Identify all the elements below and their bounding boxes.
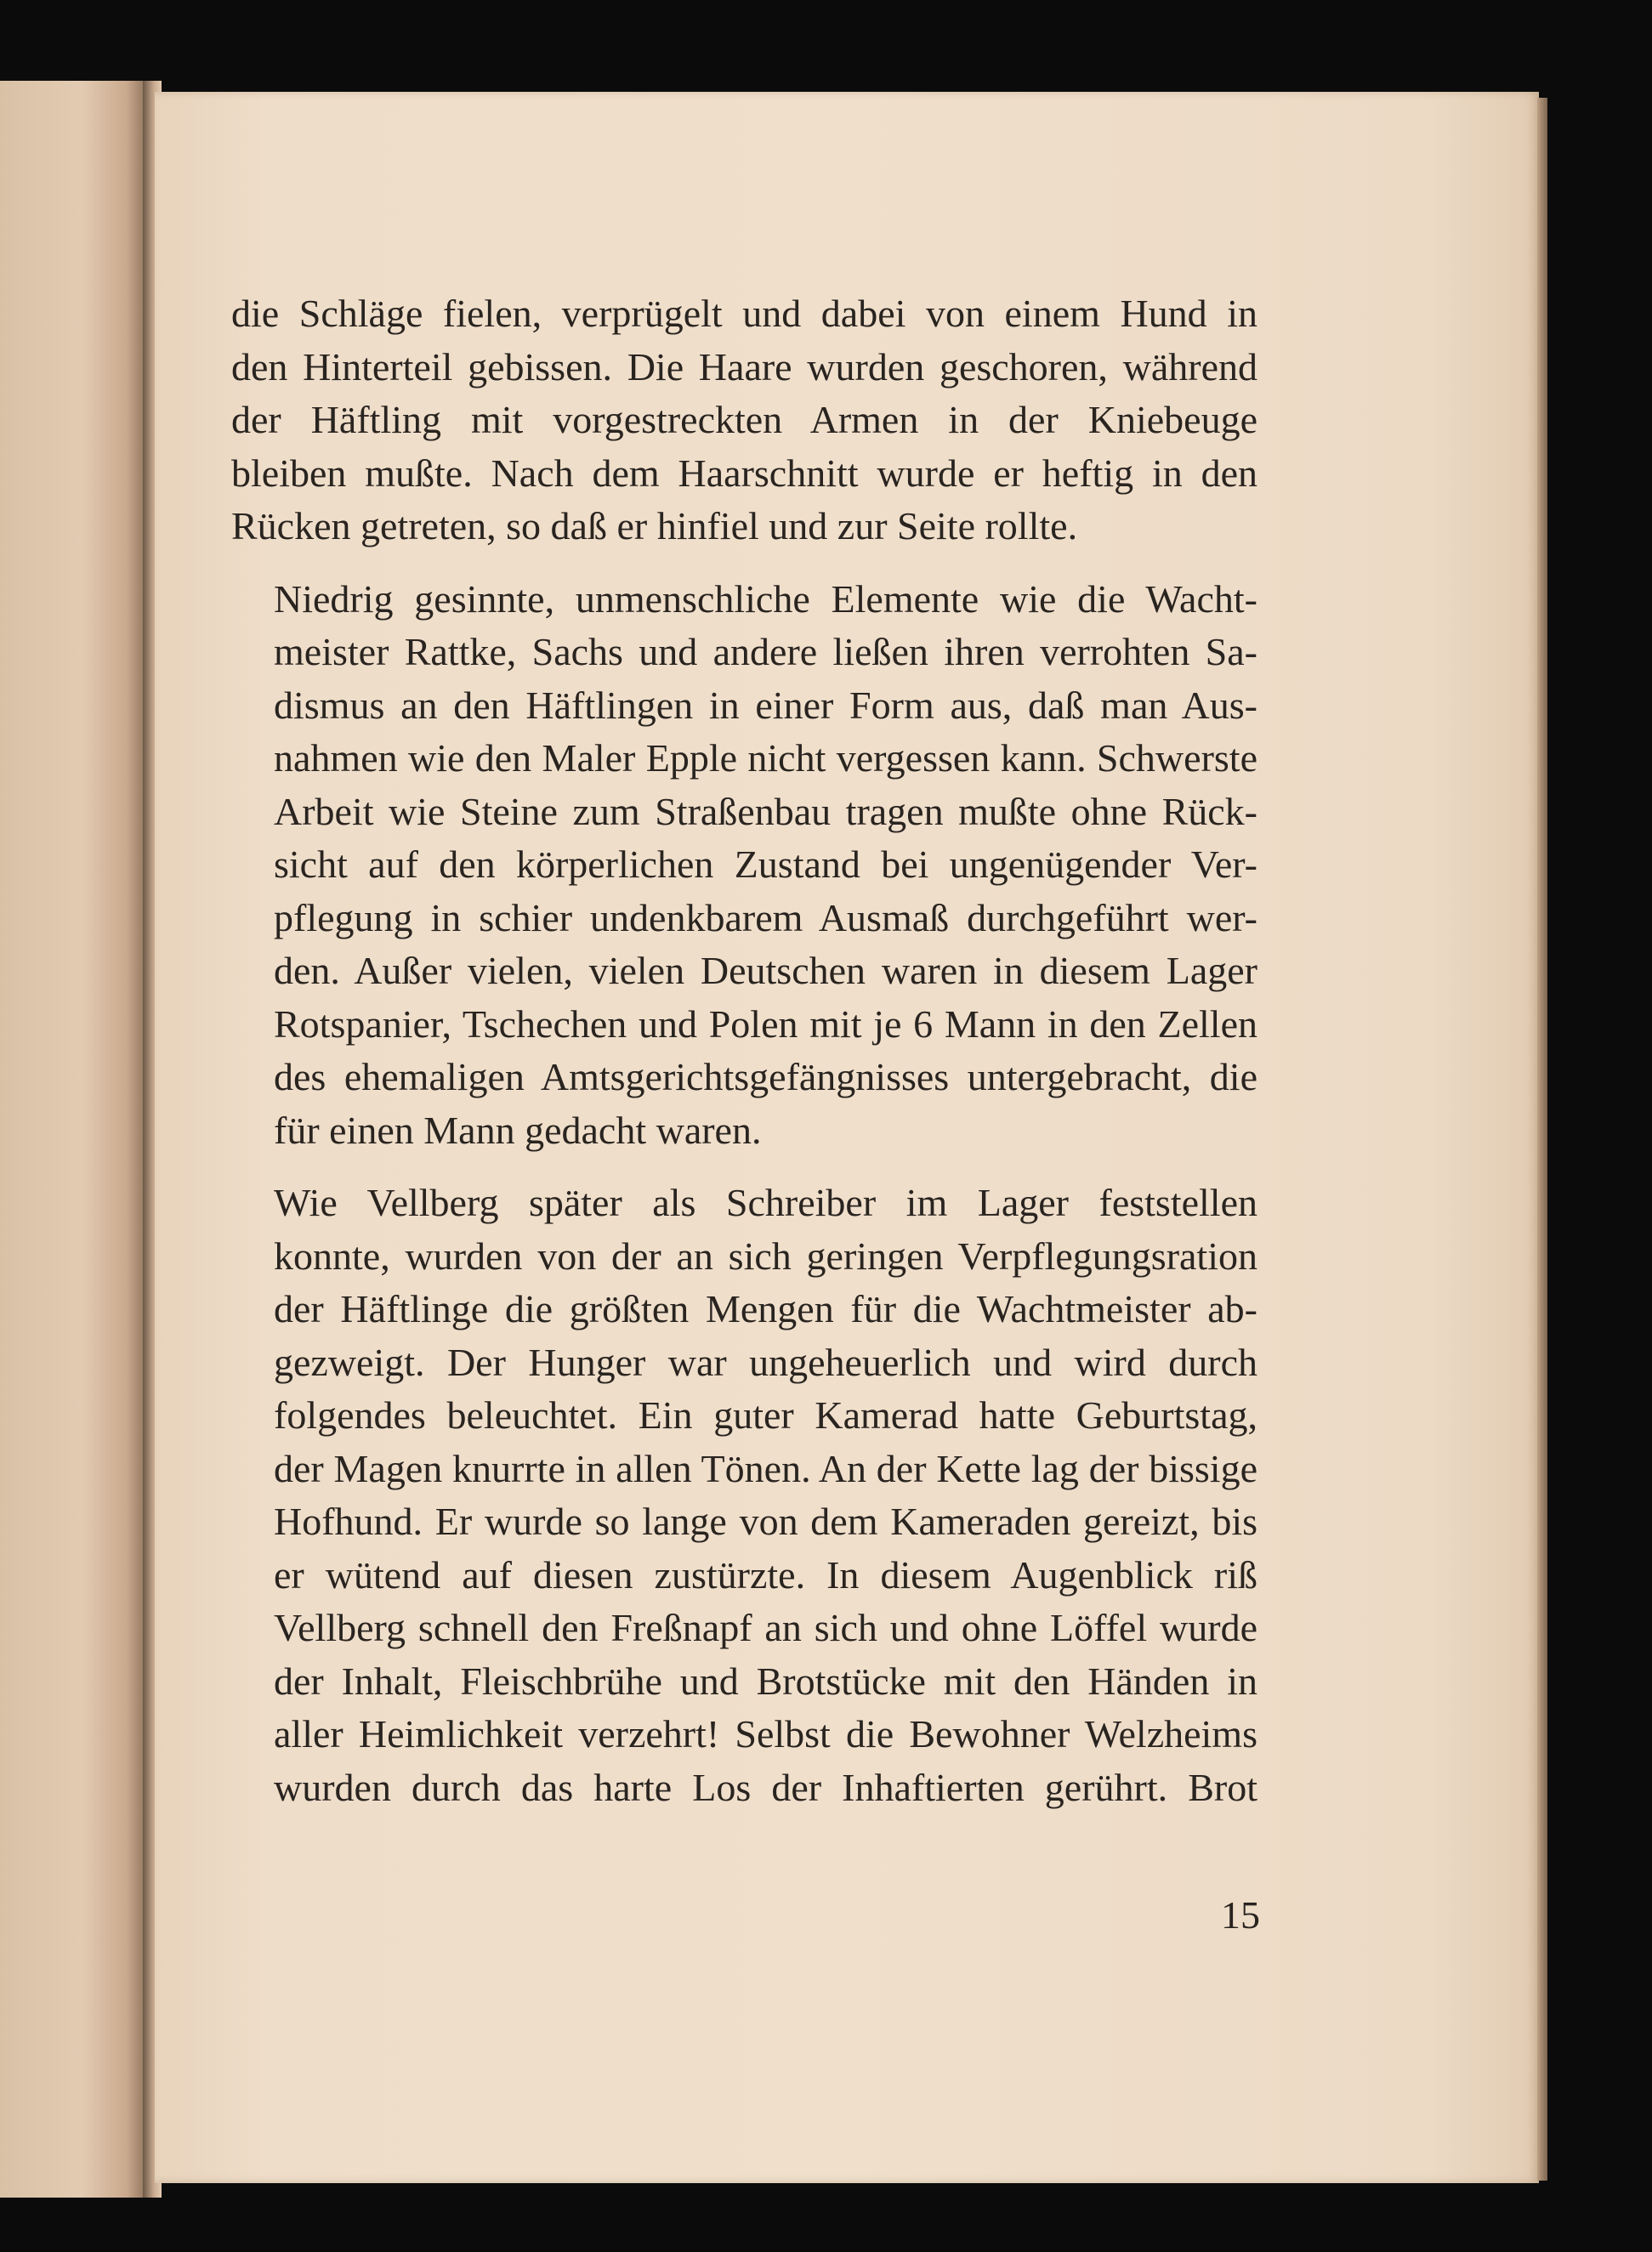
text-line: aller Heimlichkeit verzehrt! Selbst die Bewohner Welzheims — [274, 1712, 1257, 1756]
text-line: des ehemaligen Amtsgerichtsgefängnisses untergebracht, die — [274, 1055, 1257, 1098]
text-line: nahmen wie den Maler Epple nicht vergessen kann. Schwerste — [274, 736, 1257, 780]
page-number: 15 — [1221, 1893, 1260, 1937]
page-edge — [1537, 98, 1547, 2181]
body-text — [231, 287, 1257, 1814]
text-line: der Häftlinge die größten Mengen für die Wachtmeister ab- — [274, 1287, 1257, 1330]
text-line: Vellberg schnell den Freßnapf an sich und ohne Löffel wurde — [274, 1606, 1257, 1649]
text-line: Arbeit wie Steine zum Straßenbau tragen mußte ohne Rück- — [274, 789, 1257, 833]
text-line: folgendes beleuchtet. Ein guter Kamerad hatte Geburtstag, — [274, 1393, 1257, 1437]
text-line: der Inhalt, Fleischbrühe und Brotstücke mit den Händen in — [274, 1659, 1257, 1703]
paragraph-1 — [231, 287, 1257, 553]
left-page-margin — [0, 81, 149, 2198]
text-line: er wütend auf diesen zustürzte. In diesem Augenblick riß — [274, 1552, 1257, 1597]
text-line: Niedrig gesinnte, unmenschliche Elemente wie die Wacht- — [274, 576, 1257, 621]
text-line: gezweigt. Der Hunger war ungeheuerlich und wird durch — [274, 1340, 1257, 1384]
text-line: sicht auf den körperlichen Zustand bei ungenügender Ver- — [274, 842, 1257, 886]
text-line: der Häftling mit vorgestreckten Armen in der Kniebeuge — [231, 398, 1257, 441]
text-line: Rücken getreten, so daß er hinfiel und zur Seite rollte. — [231, 504, 1078, 547]
text-line: für einen Mann gedacht waren. — [274, 1108, 762, 1152]
text-line: bleiben mußte. Nach dem Haarschnitt wurde er heftig in den — [231, 451, 1257, 495]
text-line: die Schläge fielen, verprügelt und dabei von einem Hund in — [231, 292, 1257, 335]
paragraph-3 — [231, 1177, 1257, 1814]
text-line: Rotspanier, Tschechen und Polen mit je 6 Mann in den Zellen — [274, 1001, 1257, 1046]
text-line: den Hinterteil gebissen. Die Haare wurden geschoren, während — [231, 344, 1257, 389]
text-line: den. Außer vielen, vielen Deutschen waren in diesem Lager — [274, 949, 1257, 992]
text-line: meister Rattke, Sachs und andere ließen ihren verrohten Sa- — [274, 630, 1257, 673]
text-line: Hofhund. Er wurde so lange von dem Kameraden gereizt, bis — [274, 1500, 1257, 1543]
text-line: Wie Vellberg später als Schreiber im Lager feststellen — [274, 1181, 1257, 1224]
text-line: pflegung in schier undenkbarem Ausmaß durchgeführt wer- — [274, 895, 1257, 939]
text-line: der Magen knurrte in allen Tönen. An der Kette lag der bissige — [274, 1446, 1257, 1490]
text-line: wurden durch das harte Los der Inhaftierten gerührt. Brot — [274, 1765, 1257, 1809]
paragraph-2 — [231, 573, 1257, 1158]
text-line: konnte, wurden von der an sich geringen Verpflegungsration — [274, 1234, 1257, 1278]
text-line: dismus an den Häftlingen in einer Form aus, daß man Aus- — [274, 683, 1257, 727]
